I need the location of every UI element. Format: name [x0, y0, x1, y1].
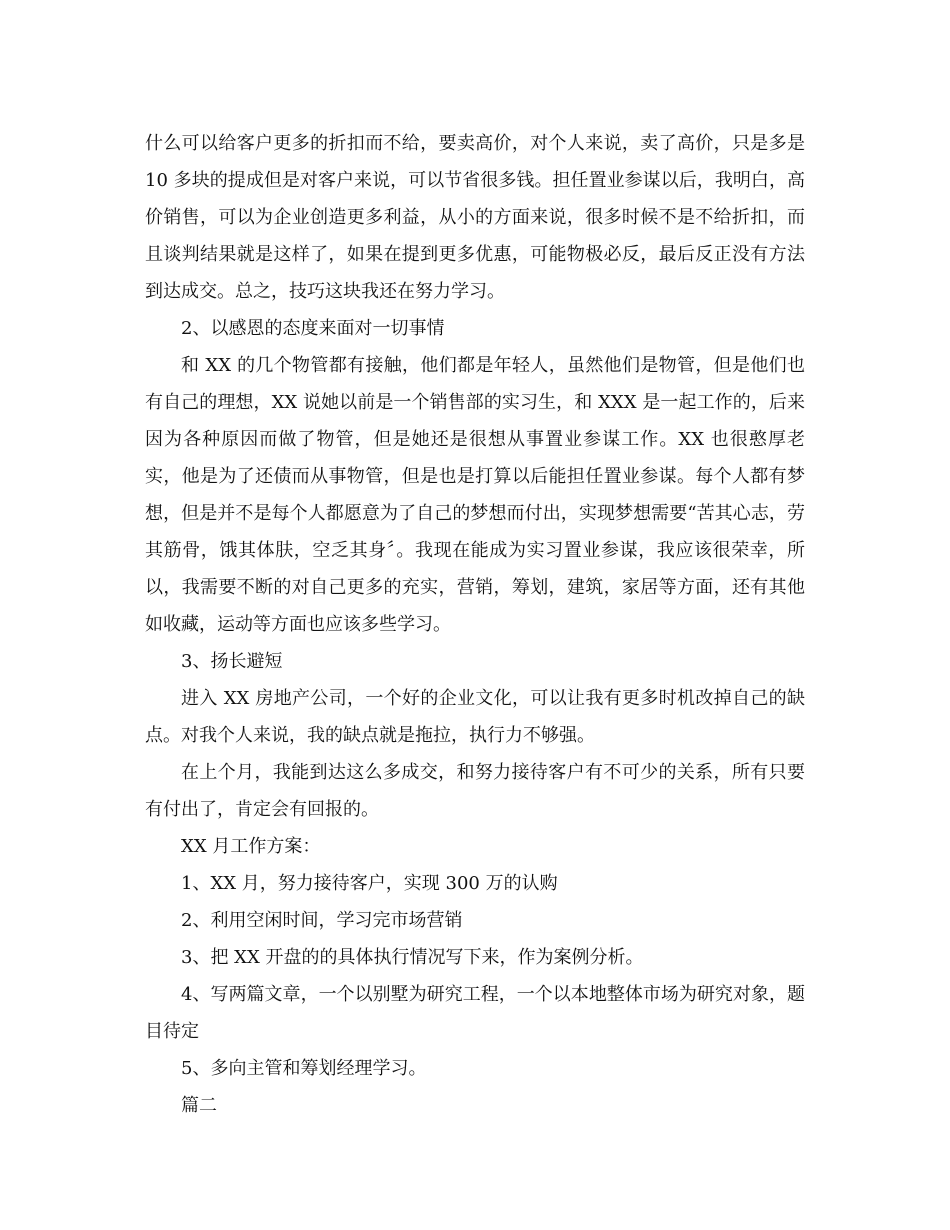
- plan-item-2: 2、利用空闲时间，学习完市场营销: [181, 910, 463, 931]
- heading-strengths: 3、扬长避短: [181, 651, 283, 672]
- paragraph-last-month: 在上个月，我能到达这么多成交，和努力接待客户有不可少的关系，所有只要有付出了，肯定会有回报的。: [145, 762, 805, 820]
- plan-item-4: 4、写两篇文章，一个以别墅为研究工程，一个以本地整体市场为研究对象，题目待定: [145, 984, 805, 1042]
- paragraph-company-culture: 进入 XX 房地产公司，一个好的企业文化，可以让我有更多时机改掉自己的缺点。对我个人来说，我的缺点就是拖拉，执行力不够强。: [145, 688, 805, 746]
- paragraph-discount-continuation: 什么可以给客户更多的折扣而不给，要卖高价，对个人来说，卖了高价，只是多是 10 多块的提成但是对客户来说，可以节省很多钱。担任置业参谋以后，我明白，高价销售，可以为企业创造更多利益，从小的方面来说，很多时候不是不给折扣，而且谈判结果就是这样了，如果在提到更多优惠，可能物极必反，最后反正没有方法到达成交。总之，技巧这块我还在努力学习。: [145, 133, 805, 302]
- plan-item-3: 3、把 XX 开盘的的具体执行情况写下来，作为案例分析。: [181, 947, 644, 968]
- heading-gratitude: 2、以感恩的态度来面对一切事情: [181, 318, 445, 339]
- heading-work-plan: XX 月工作方案：: [181, 836, 321, 857]
- paragraph-property-managers: 和 XX 的几个物管都有接触，他们都是年轻人，虽然他们是物管，但是他们也有自己的理想，XX 说她以前是一个销售部的实习生，和 XXX 是一起工作的，后来因为各种原因而做了物管，但是她还是很想从事置业参谋工作。XX 也很憨厚老实，他是为了还债而从事物管，但是也是打算以后能担任置业参谋。每个人都有梦想，但是并不是每个人都愿意为了自己的梦想而付出，实现梦想需要“苦其心志，劳其筋骨，饿其体肤，空乏其身〞。我现在能成为实习置业参谋，我应该很荣幸，所以，我需要不断的对自己更多的充实，营销，筹划，建筑，家居等方面，还有其他如收藏，运动等方面也应该多些学习。: [145, 355, 805, 635]
- plan-item-1: 1、XX 月，努力接待客户，实现 300 万的认购: [181, 873, 558, 894]
- section-heading-part-two: 篇二: [181, 1095, 217, 1116]
- document-body: [145, 125, 805, 1124]
- plan-item-5: 5、多向主管和筹划经理学习。: [181, 1058, 427, 1079]
